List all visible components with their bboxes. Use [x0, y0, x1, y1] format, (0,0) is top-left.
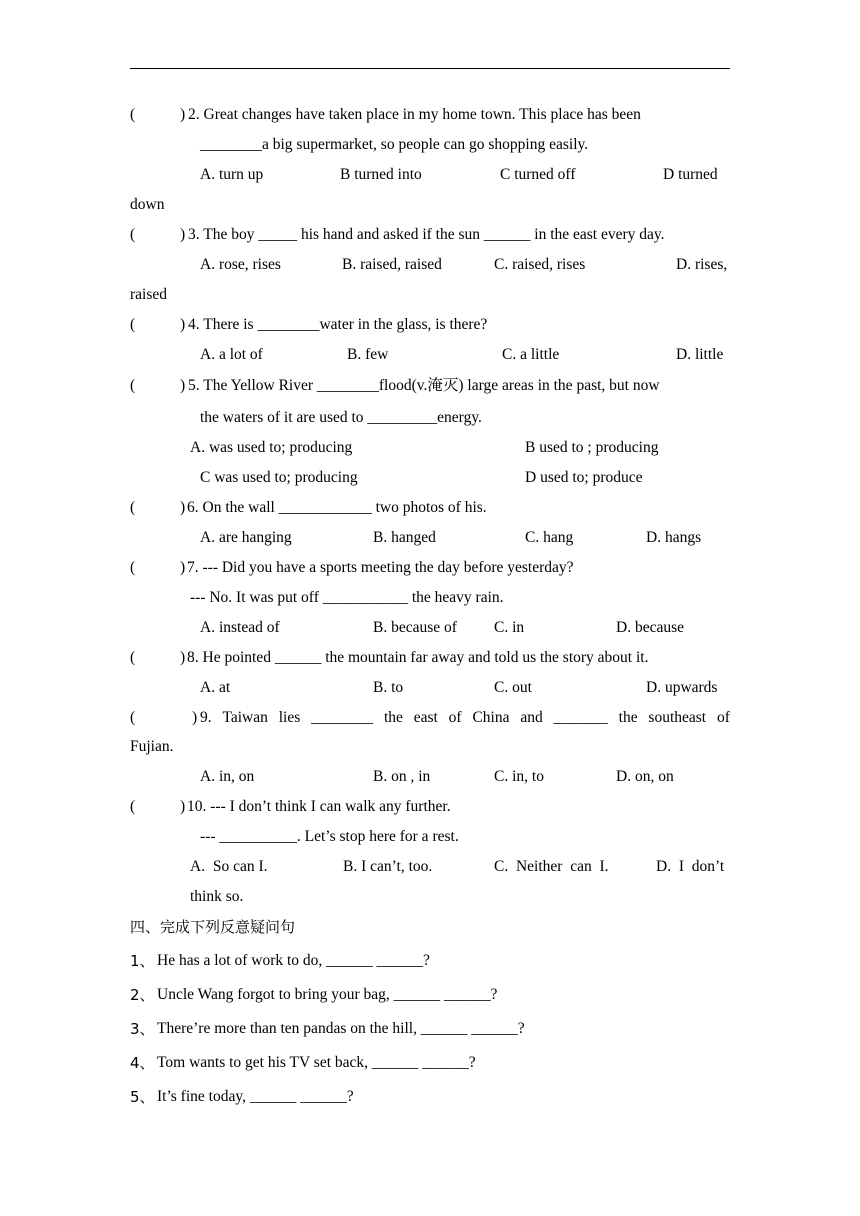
option-d-cont: raised — [130, 286, 168, 303]
option-a: A. a lot of — [200, 346, 263, 363]
answer-paren-close: ) — [180, 559, 186, 576]
option-c: C. in — [494, 619, 525, 636]
answer-paren-open: ( — [130, 559, 136, 576]
option-a: A. rose, rises — [200, 256, 281, 273]
option-d: D. upwards — [646, 679, 718, 696]
option-c: C. raised, rises — [494, 256, 586, 273]
option-c: C. hang — [525, 529, 574, 546]
option-b: B. hanged — [373, 529, 436, 546]
option-d: D. because — [616, 619, 684, 636]
option-b: B turned into — [340, 166, 422, 183]
question-stem-cont: ________a big supermarket, so people can go shopping easily. — [200, 136, 589, 153]
stem-word: lies — [278, 709, 301, 726]
option-d: D turned — [663, 166, 718, 183]
option-a: A. at — [200, 679, 231, 696]
option-b: B. I can’t, too. — [343, 858, 433, 875]
item-text: He has a lot of work to do, ______ ______? — [157, 952, 430, 969]
option-c: C. out — [494, 679, 532, 696]
question-stem: 4. There is ________water in the glass, is there? — [188, 316, 488, 333]
item-number: 2、 — [130, 986, 155, 1004]
question-stem: 8. He pointed ______ the mountain far away and told us the story about it. — [187, 649, 649, 666]
answer-paren-close: ) — [180, 499, 186, 516]
item-text: Uncle Wang forgot to bring your bag, ______ ______? — [157, 986, 498, 1003]
section-heading: 四、完成下列反意疑问句 — [130, 918, 296, 936]
stem-word: 9. — [200, 709, 212, 726]
option-a: A. turn up — [200, 166, 264, 183]
option-a: A. So can I. — [190, 858, 268, 875]
question-stem: 2. Great changes have taken place in my home town. This place has been — [188, 106, 641, 123]
question-stem: 7. --- Did you have a sports meeting the day before yesterday? — [187, 559, 574, 576]
answer-paren-open: ( — [130, 649, 136, 666]
stem-blank: _______ — [553, 709, 608, 726]
question-stem-cont: the waters of it are used to _________energy. — [200, 409, 482, 426]
option-b: B. on , in — [373, 768, 431, 785]
option-c: C was used to; producing — [200, 469, 358, 486]
answer-paren-open: ( — [130, 499, 136, 516]
option-a: A. in, on — [200, 768, 255, 785]
answer-paren-open: ( — [130, 709, 136, 726]
option-d-cont: think so. — [190, 888, 244, 905]
option-b: B. to — [373, 679, 404, 696]
stem-word: China — [472, 709, 510, 726]
item-text: Tom wants to get his TV set back, ______ ______? — [157, 1054, 476, 1071]
option-d: D. I don’t — [656, 858, 725, 875]
stem-word: southeast — [648, 709, 707, 726]
stem-word: and — [520, 709, 543, 726]
answer-paren-open: ( — [130, 316, 136, 333]
answer-paren-open: ( — [130, 106, 136, 123]
option-b: B used to ; producing — [525, 439, 659, 456]
option-a: A. was used to; producing — [190, 439, 353, 456]
question-stem: 6. On the wall ____________ two photos of his. — [187, 499, 487, 516]
option-d: D. little — [676, 346, 724, 363]
option-d: D used to; produce — [525, 469, 643, 486]
option-b: B. because of — [373, 619, 457, 636]
item-text: It’s fine today, ______ ______? — [157, 1088, 354, 1105]
option-a: A. are hanging — [200, 529, 292, 546]
item-number: 4、 — [130, 1054, 155, 1072]
option-c: C. a little — [502, 346, 560, 363]
option-b: B. raised, raised — [342, 256, 442, 273]
option-d: D. hangs — [646, 529, 702, 546]
answer-paren-open: ( — [130, 226, 136, 243]
question-stem: 5. The Yellow River ________flood(v.淹灭) large areas in the past, but now — [188, 377, 660, 394]
dialogue-reply: --- __________. Let’s stop here for a rest. — [200, 828, 459, 845]
answer-paren-close: ) — [192, 709, 198, 726]
item-text: There’re more than ten pandas on the hill, ______ ______? — [157, 1020, 525, 1037]
question-stem-cont: Fujian. — [130, 738, 174, 755]
stem-word: east — [413, 709, 438, 726]
answer-paren-close: ) — [180, 649, 186, 666]
answer-paren-close: ) — [180, 798, 186, 815]
answer-paren-open: ( — [130, 798, 136, 815]
option-c: C. in, to — [494, 768, 544, 785]
stem-word: the — [618, 709, 638, 726]
stem-blank: ________ — [311, 709, 374, 726]
stem-word: of — [448, 709, 462, 726]
answer-paren-close: ) — [180, 106, 186, 123]
question-stem: 10. --- I don’t think I can walk any further. — [187, 798, 451, 815]
dialogue-reply: --- No. It was put off ___________ the heavy rain. — [190, 589, 504, 606]
option-a: A. instead of — [200, 619, 280, 636]
option-b: B. few — [347, 346, 389, 363]
option-c: C. Neither can I. — [494, 858, 609, 875]
stem-word: of — [716, 709, 730, 726]
item-number: 3、 — [130, 1020, 155, 1038]
question-stem — [200, 708, 730, 728]
stem-word: the — [383, 709, 403, 726]
answer-paren-close: ) — [180, 316, 186, 333]
option-d: D. rises, — [676, 256, 728, 273]
option-c: C turned off — [500, 166, 576, 183]
answer-paren-open: ( — [130, 377, 136, 394]
question-stem: 3. The boy _____ his hand and asked if the sun ______ in the east every day. — [188, 226, 665, 243]
item-number: 1、 — [130, 952, 155, 970]
option-d-cont: down — [130, 196, 165, 213]
option-d: D. on, on — [616, 768, 674, 785]
header-rule — [130, 68, 730, 69]
stem-word: Taiwan — [222, 709, 268, 726]
answer-paren-close: ) — [180, 226, 186, 243]
item-number: 5、 — [130, 1088, 155, 1106]
answer-paren-close: ) — [180, 377, 186, 394]
